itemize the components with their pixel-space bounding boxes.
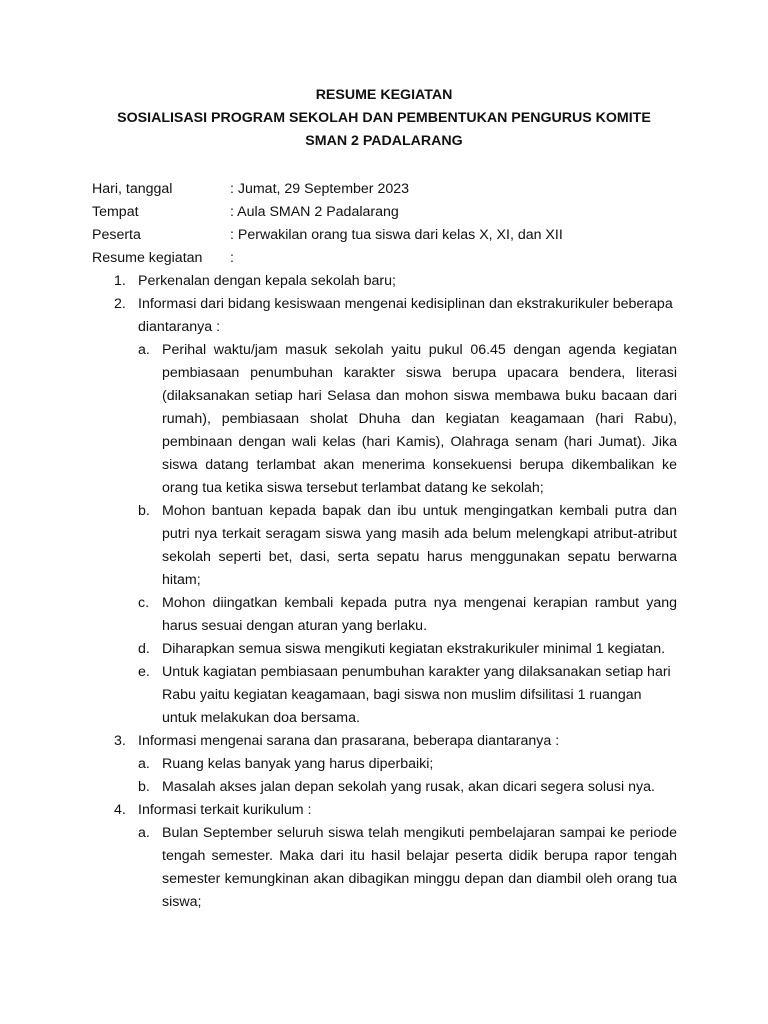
sub-list-letter: b.: [138, 503, 150, 519]
sub-list-item: [138, 661, 677, 730]
sub-list-letter: a.: [138, 342, 150, 358]
list-item-text: Perkenalan dengan kepala sekolah baru;: [138, 273, 396, 289]
list-item-text: Informasi dari bidang kesiswaan mengenai kedisiplinan dan ekstrakurikuler beberapa diantaranya :: [138, 296, 673, 335]
sub-list-letter: b.: [138, 779, 150, 795]
sub-list-text: Masalah akses jalan depan sekolah yang rusak, akan dicari segera solusi nya.: [162, 779, 655, 795]
list-item-text: Informasi mengenai sarana dan prasarana, beberapa diantaranya :: [138, 733, 560, 749]
list-item-text: Informasi terkait kurikulum :: [138, 802, 312, 818]
document-header: [0, 84, 768, 153]
meta-label: Hari, tanggal: [92, 181, 173, 197]
meta-table: [92, 178, 692, 270]
sub-list: [138, 753, 677, 799]
sub-list-item: [138, 822, 677, 914]
sub-list-text: Untuk kagiatan pembiasaan penumbuhan karakter yang dilaksanakan setiap hari Rabu yaitu kegiatan keagamaan, bagi siswa non muslim difsilitasi 1 ruangan untuk melakukan doa bersama.: [162, 664, 671, 726]
meta-row-summary: [92, 247, 692, 270]
list-number: 4.: [114, 802, 126, 818]
sub-list-text: Mohon diingatkan kembali kepada putra nya mengenai kerapian rambut yang harus sesuai dengan aturan yang berlaku.: [162, 595, 677, 634]
sub-list: [138, 822, 677, 914]
sub-list-item: [138, 753, 677, 776]
sub-list-item: [138, 638, 677, 661]
sub-list-text: Perihal waktu/jam masuk sekolah yaitu pukul 06.45 dengan agenda kegiatan pembiasaan penumbuhan karakter siswa berupa upacara bendera, literasi (dilaksanakan setiap hari Selasa dan mohon siswa membawa buku bacaan dari rumah), pembiasaan sholat Dhuha dan kegiatan keagamaan (hari Rabu), pembinaan dengan wali kelas (hari Kamis), Olahraga senam (hari Jumat). Jika siswa datang terlambat akan menerima konsekuensi berupa dikembalikan ke orang tua ketika siswa tersebut terlambat datang ke sekolah;: [162, 342, 677, 496]
meta-row-participants: [92, 224, 692, 247]
list-number: 2.: [114, 296, 126, 312]
meta-label: Resume kegiatan: [92, 250, 203, 266]
sub-list-item: [138, 500, 677, 592]
sub-list-text: Diharapkan semua siswa mengikuti kegiatan ekstrakurikuler minimal 1 kegiatan.: [162, 641, 666, 657]
sub-list-letter: a.: [138, 756, 150, 772]
meta-value: : Perwakilan orang tua siswa dari kelas X, XI, dan XII: [230, 227, 563, 243]
list-item: [92, 799, 677, 914]
sub-list-letter: c.: [138, 595, 150, 611]
sub-list-item: [138, 592, 677, 638]
list-number: 3.: [114, 733, 126, 749]
list-item: [92, 293, 677, 730]
sub-list-item: [138, 339, 677, 500]
sub-list-text: Ruang kelas banyak yang harus diperbaiki;: [162, 756, 434, 772]
list-number: 1.: [114, 273, 126, 289]
sub-list-letter: d.: [138, 641, 150, 657]
meta-value: :: [230, 250, 234, 266]
sub-list-letter: a.: [138, 825, 150, 841]
meta-label: Peserta: [92, 227, 141, 243]
sub-list-letter: e.: [138, 664, 150, 680]
sub-list-item: [138, 776, 677, 799]
list-item: [92, 270, 677, 293]
meta-label: Tempat: [92, 204, 139, 220]
sub-list-text: Mohon bantuan kepada bapak dan ibu untuk mengingatkan kembali putra dan putri nya terkait seragam siswa yang masih ada belum melengkapi atribut-atribut sekolah seperti bet, dasi, serta sepatu harus menggunakan sepatu berwarna hitam;: [162, 503, 677, 588]
document-title: RESUME KEGIATAN: [315, 87, 453, 103]
summary-list: [92, 270, 677, 914]
meta-row-place: [92, 201, 692, 224]
meta-value: : Aula SMAN 2 Padalarang: [230, 204, 399, 220]
sub-list-text: Bulan September seluruh siswa telah mengikuti pembelajaran sampai ke periode tengah semester. Maka dari itu hasil belajar peserta didik berupa rapor tengah semester kemungkinan akan dibagikan minggu depan dan diambil oleh orang tua siswa;: [162, 825, 677, 910]
list-item: [92, 730, 677, 799]
document-subtitle: SOSIALISASI PROGRAM SEKOLAH DAN PEMBENTUKAN PENGURUS KOMITE: [117, 110, 651, 126]
sub-list: [138, 339, 677, 730]
meta-row-date: [92, 178, 692, 201]
school-name: SMAN 2 PADALARANG: [305, 133, 463, 149]
meta-value: : Jumat, 29 September 2023: [230, 181, 410, 197]
